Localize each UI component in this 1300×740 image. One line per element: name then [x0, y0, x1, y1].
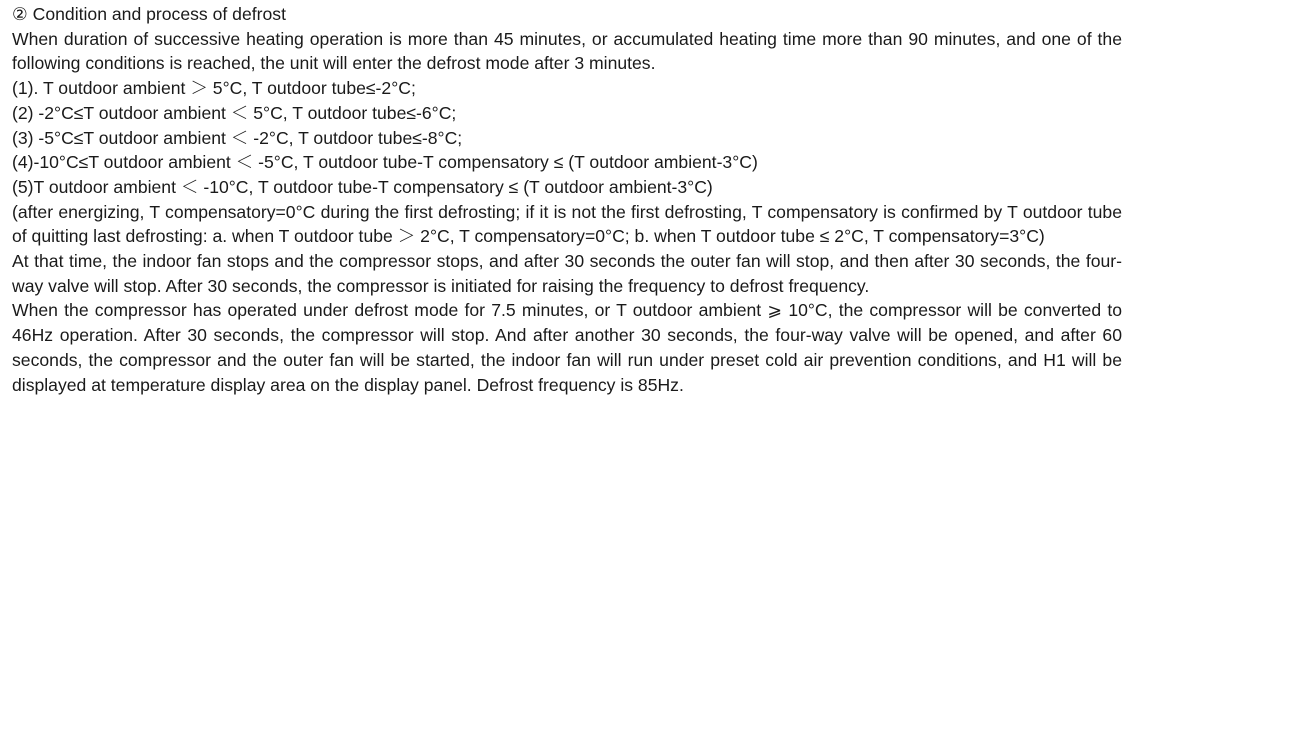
condition-4: (4)-10°C≤T outdoor ambient ＜ -5°C, T outdoor tube-T compensatory ≤ (T outdoor ambient-3°C) — [12, 152, 758, 173]
condition-3: (3) -5°C≤T outdoor ambient ＜ -2°C, T outdoor tube≤-8°C; — [12, 127, 463, 148]
condition-1: (1). T outdoor ambient ＞ 5°C, T outdoor tube≤-2°C; — [12, 78, 416, 99]
document-body — [12, 2, 1122, 397]
intro-paragraph: When duration of successive heating operation is more than 45 minutes, or accumulated heating time more than 90 minutes, and one of the following conditions is reached, the unit will enter the defrost mode after 3 minutes. — [12, 28, 1122, 74]
condition-2: (2) -2°C≤T outdoor ambient ＜ 5°C, T outdoor tube≤-6°C; — [12, 102, 457, 123]
compensatory-note: (after energizing, T compensatory=0°C during the first defrosting; if it is not the first defrosting, T compensatory is confirmed by T outdoor tube of quitting last defrosting: a. when T outdoor tube ＞ 2°C, T compensatory=0°C; b. when T outdoor tube ≤ 2°C, T compensatory=3°C) — [12, 201, 1122, 247]
process-paragraph: At that time, the indoor fan stops and the compressor stops, and after 30 seconds the outer fan will stop, and then after 30 seconds, the four-way valve will stop. After 30 seconds, the compressor is initiated for raising the frequency to defrost frequency. — [12, 251, 1122, 296]
section-heading: ② Condition and process of defrost — [12, 4, 286, 24]
exit-paragraph: When the compressor has operated under defrost mode for 7.5 minutes, or T outdoor ambient ⩾ 10°C, the compressor will be converted to 46Hz operation. After 30 seconds, the compressor will stop. And after another 30 seconds, the four-way valve will be opened, and after 60 seconds, the compressor and the outer fan will be started, the indoor fan will run under preset cold air prevention conditions, and H1 will be displayed at temperature display area on the display panel. Defrost frequency is 85Hz. — [12, 300, 1122, 395]
condition-5: (5)T outdoor ambient ＜ -10°C, T outdoor tube-T compensatory ≤ (T outdoor ambient-3°C) — [12, 176, 713, 197]
